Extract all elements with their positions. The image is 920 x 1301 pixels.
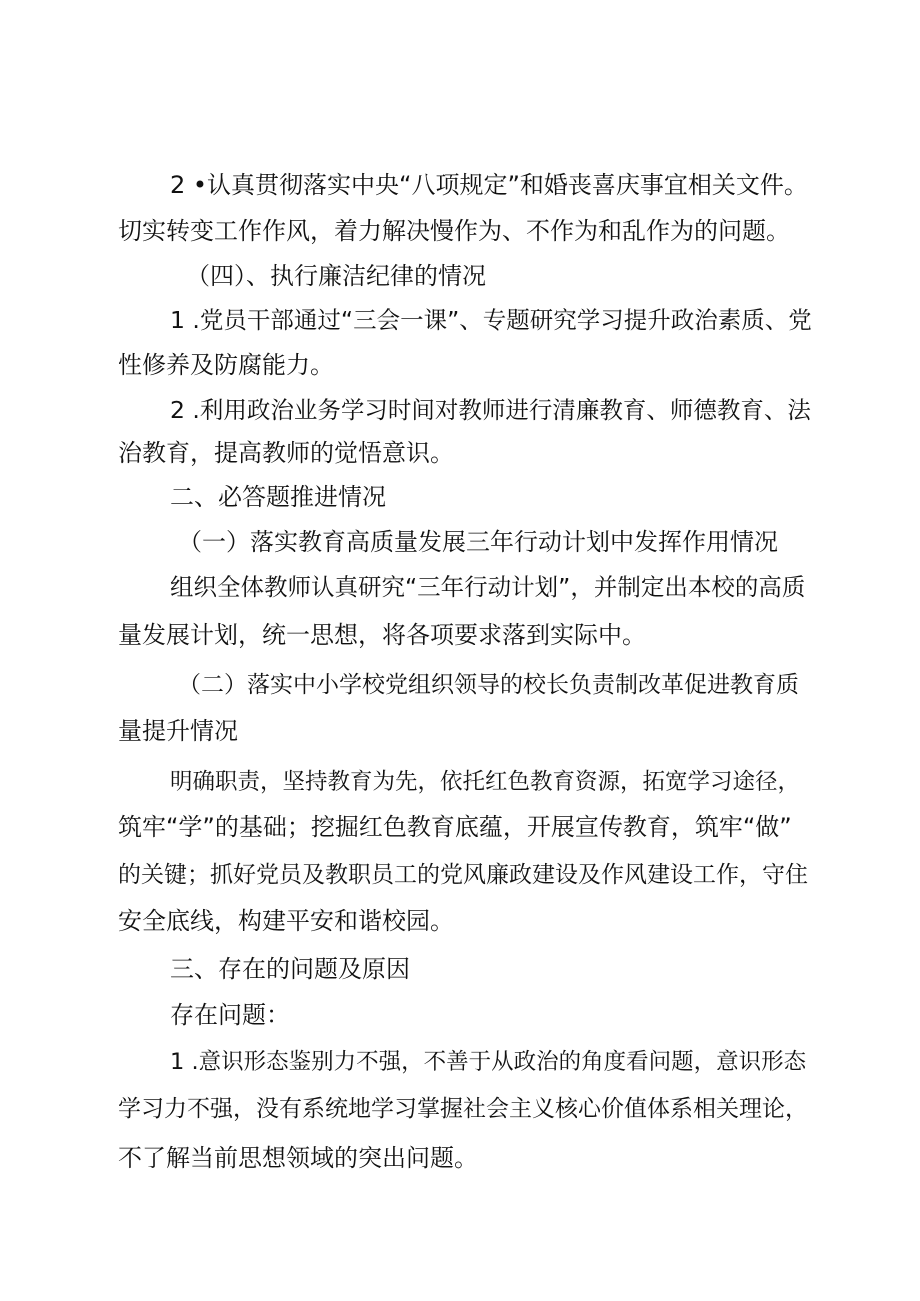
section-heading: 三、存在的问题及原因 (170, 955, 410, 983)
paragraph-line: 1 .意识形态鉴别力不强，不善于从政治的角度看问题，意识形态 (170, 1049, 807, 1075)
paragraph-line: 学习力不强，没有系统地学习掌握社会主义核心价值体系相关理论， (118, 1096, 808, 1122)
paragraph-line: 量发展计划，统一思想，将各项要求落到实际中。 (118, 621, 646, 649)
paragraph-line: 组织全体教师认真研究“三年行动计划”，并制定出本校的高质 (170, 573, 806, 601)
section-heading: 二、必答题推进情况 (170, 483, 386, 511)
paragraph-line: 性修养及防腐能力。 (118, 351, 334, 379)
paragraph-line: 存在问题： (170, 1001, 290, 1029)
paragraph-line: 2 .利用政治业务学习时间对教师进行清廉教育、师德教育、法 (170, 396, 811, 424)
paragraph-line: 不了解当前思想领域的突出问题。 (118, 1144, 478, 1172)
paragraph-line: 筑牢“学”的基础；挖掘红色教育底蕴，开展宣传教育，筑牢“做” (118, 813, 792, 841)
paragraph-line: 安全底线，构建平安和谐校园。 (118, 907, 454, 935)
paragraph-line: 切实转变工作作风，着力解决慢作为、不作为和乱作为的问题。 (118, 217, 790, 245)
subsection-heading: （一）落实教育高质量发展三年行动计划中发挥作用情况 (178, 528, 778, 556)
paragraph-line: 2 •认真贯彻落实中央“八项规定”和婚丧喜庆事宜相关文件。 (170, 171, 808, 199)
paragraph-line: 治教育，提高教师的觉悟意识。 (118, 439, 454, 467)
section-heading: （四）、执行廉洁纪律的情况 (186, 262, 486, 290)
paragraph-line: 的关键；抓好党员及教职员工的党风廉政建设及作风建设工作，守住 (118, 862, 808, 888)
paragraph-line: 明确职责，坚持教育为先，依托红色教育资源，拓宽学习途径， (170, 769, 801, 795)
subsection-heading: 量提升情况 (118, 717, 238, 745)
paragraph-line: 1 .党员干部通过“三会一课”、专题研究学习提升政治素质、党 (170, 306, 812, 334)
subsection-heading: （二）落实中小学校党组织领导的校长负责制改革促进教育质 (178, 672, 799, 698)
